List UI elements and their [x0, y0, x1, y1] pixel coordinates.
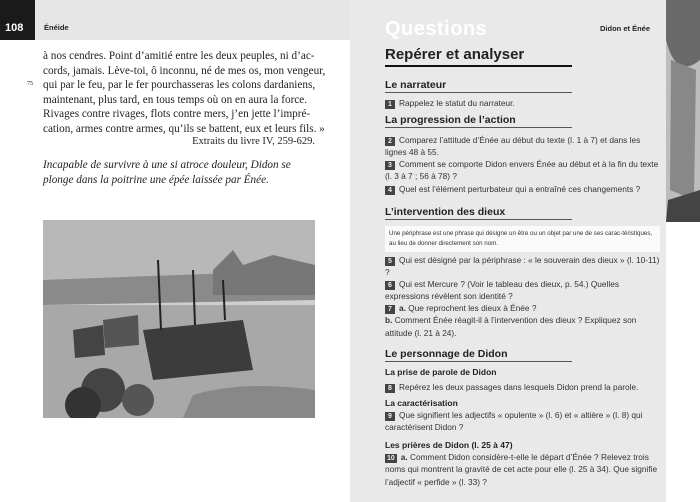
summary-line: Incapable de survivre à une si atroce douleur, Didon se [43, 159, 291, 171]
question-5: 5 Qui est désigné par la périphrase : « le souverain des dieux » (l. 10-11) ? [385, 255, 660, 278]
poem-text [43, 49, 326, 137]
section-intervention: L’intervention des dieux [385, 206, 572, 220]
page-header [0, 0, 350, 40]
engraving-strip-image [666, 0, 700, 222]
page-number: 108 [0, 0, 35, 40]
source-citation: Extraits du livre IV, 259-629. [192, 136, 315, 147]
subsection-prise: La prise de parole de Didon [385, 367, 497, 377]
poem-line: maintenant, plus tard, en tous temps où on en aura la force. [43, 93, 308, 106]
subsection-prieres: Les prières de Didon (l. 25 à 47) [385, 440, 513, 450]
question-6: 6 Qui est Mercure ? (Voir le tableau des dieux, p. 54.) Quelles expressions révèlent son identité ? [385, 279, 619, 302]
poem-line: qui par le feu, par le fer pourchasseras les colons dardaniens, [43, 79, 316, 92]
question-3: 3 Comment se comporte Didon envers Énée au début et à la fin du texte (l. 3 à 7 ; 56 à 78) ? [385, 159, 659, 182]
summary-text [43, 158, 315, 188]
chapter-title: Didon et Énée [600, 24, 651, 33]
question-8: 8 Repérez les deux passages dans lesquels Didon prend la parole. [385, 381, 660, 393]
question-10: 10 a. Comment Didon considère-t-elle le départ d’Énée ? Relevez trois noms qui montrent la gravité de cet acte pour elle (l. 25 à 34). Que signifie l’adjectif « perfide » (l. 33) ? [385, 452, 658, 487]
poem-line: Rivages contre rivages, flots contre mers, j’en jette l’impré- [43, 108, 311, 121]
summary-line: plonge dans la poitrine une épée laissée par Énée. [43, 174, 269, 186]
definition-box: Une périphrase est une phrase qui désigne un être ou un objet par une de ses carac-téristiques, au lieu de donner directement son nom. [385, 226, 660, 252]
section-progression: La progression de l’action [385, 114, 572, 128]
subsection-caracterisation: La caractérisation [385, 398, 458, 408]
poem-line: cords, jamais. Lève-toi, ô inconnu, né de mes os, mon vengeur, [43, 64, 326, 77]
question-1: 1 Rappelez le statut du narrateur. [385, 97, 660, 109]
question-9: 9 Que signifient les adjectifs « opulente » (l. 6) et « altière » (l. 8) qui caractérisent Didon ? [385, 410, 643, 433]
poem-line: cation, armes contre armes, qu’ils se battent, eux et leurs fils. » [43, 122, 325, 135]
heading-reperer: Repérer et analyser [385, 46, 572, 67]
question-4: 4 Quel est l’élément perturbateur qui a entraîné ces changements ? [385, 183, 660, 195]
book-title: Énéide [44, 23, 69, 32]
question-2: 2 Comparez l’attitude d’Énée au début du texte (l. 1 à 7) et dans les lignes 48 à 55. [385, 135, 641, 158]
section-narrateur: Le narrateur [385, 79, 572, 93]
questions-title: Questions [385, 18, 488, 40]
poem-line: à nos cendres. Point d’amitié entre les deux peuples, ni d’ac- [43, 50, 315, 62]
line-number: 75 [27, 81, 33, 87]
ships-engraving-image [43, 220, 315, 418]
section-personnage: Le personnage de Didon [385, 348, 572, 362]
question-7: 7 a. Que reprochent les dieux à Énée ? b. Comment Énée réagit-il à l’intervention des dieux ? Expliquez son attitude (l. 21 à 24). [385, 303, 637, 338]
right-page [350, 0, 666, 502]
